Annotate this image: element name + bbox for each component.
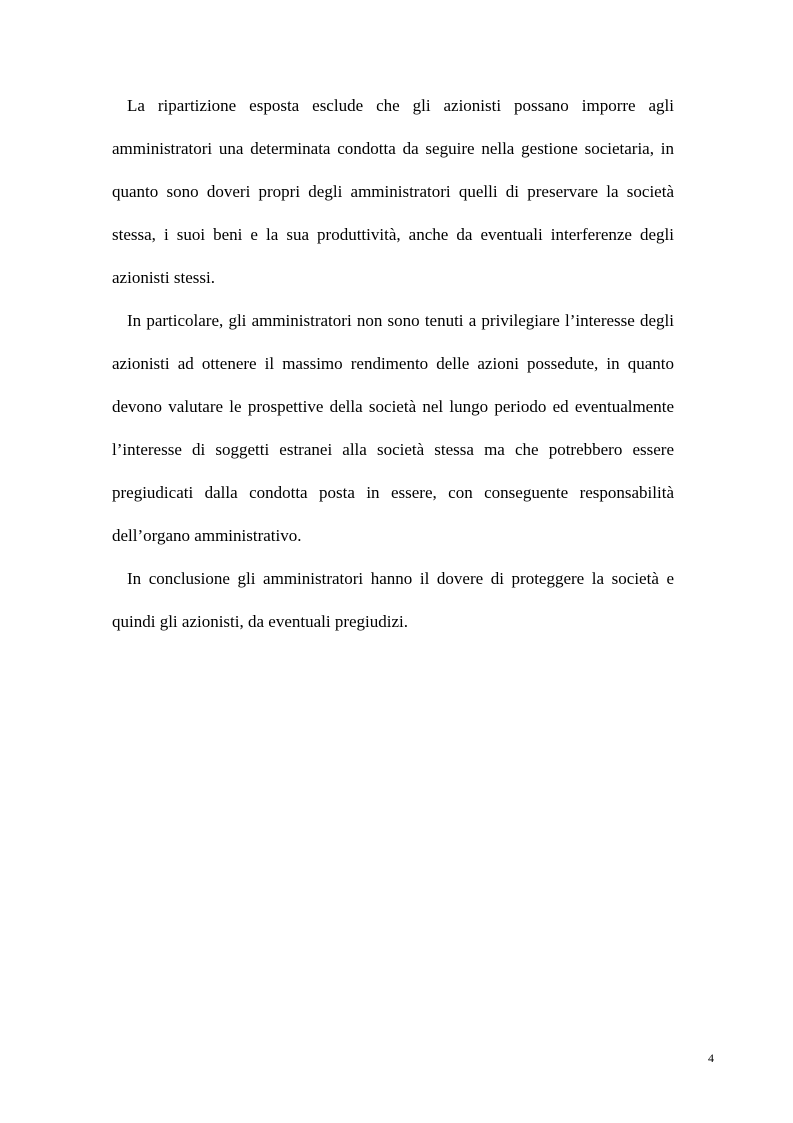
paragraph-1: La ripartizione esposta esclude che gli azionisti possano imporre agli amministratori una determinata condotta da seguire nella gestione societaria, in quanto sono doveri propri degli amministratori quelli di preservare la società stessa, i suoi beni e la sua produttività, anche da eventuali interferenze degli azionisti stessi. bbox=[112, 96, 674, 287]
paragraph-3: In conclusione gli amministratori hanno il dovere di proteggere la società e quindi gli azionisti, da eventuali pregiudizi. bbox=[112, 569, 674, 631]
page-number: 4 bbox=[708, 1051, 714, 1065]
paragraph-2: In particolare, gli amministratori non sono tenuti a privilegiare l’interesse degli azionisti ad ottenere il massimo rendimento delle azioni possedute, in quanto devono valutare le prospettive della società nel lungo periodo ed eventualmente l’interesse di soggetti estranei alla società stessa ma che potrebbero essere pregiudicati dalla condotta posta in essere, con conseguente responsabilità dell’organo amministrativo. bbox=[112, 311, 674, 545]
document-body bbox=[112, 84, 674, 643]
